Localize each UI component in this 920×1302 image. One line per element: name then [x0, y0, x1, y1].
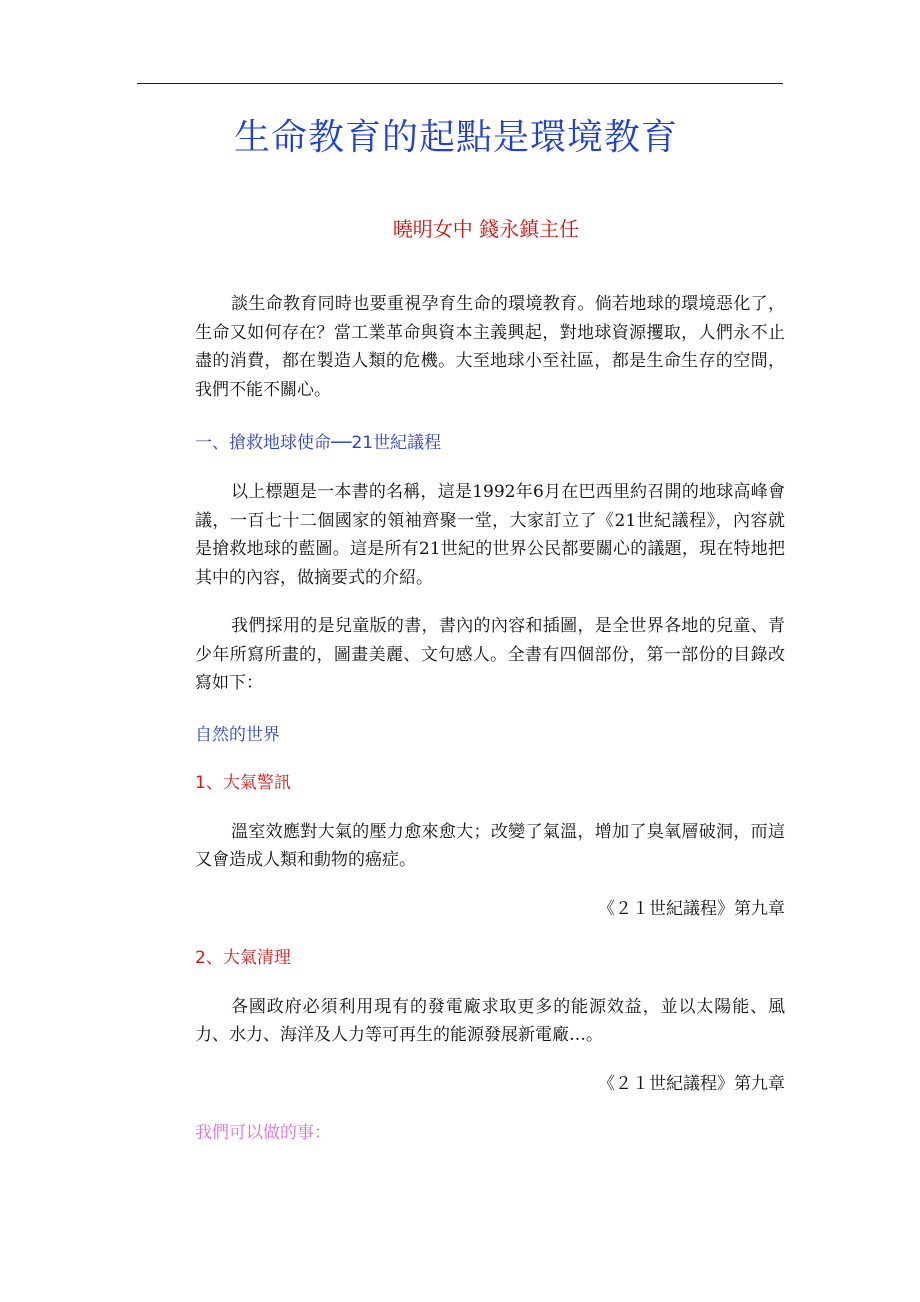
item-paragraph: 溫室效應對大氣的壓力愈來愈大；改變了氣溫，增加了臭氧層破洞，而這又會造成人類和動物的癌症。: [195, 821, 785, 870]
section-heading: 一、搶救地球使命──21世紀議程: [195, 433, 442, 453]
part-heading: 自然的世界: [195, 724, 280, 745]
document-body: [195, 290, 785, 1147]
section-paragraph: 我們採用的是兒童版的書，書內的內容和插圖，是全世界各地的兒童、青少年所寫所畫的，圖畫美麗、文句感人。全書有四個部份，第一部份的目錄改寫如下：: [195, 616, 785, 693]
citation: 《２１世紀議程》第九章: [598, 898, 785, 919]
actions-heading: 我們可以做的事：: [195, 1122, 331, 1143]
author-line: 曉明女中 錢永鎮主任: [392, 217, 580, 241]
item-paragraph: 各國政府必須利用現有的發電廠求取更多的能源效益，並以太陽能、風力、水力、海洋及人力等可再生的能源發展新電廠…。: [195, 996, 785, 1045]
intro-paragraph: 談生命教育同時也要重視孕育生命的環境教育。倘若地球的環境惡化了，生命又如何存在？當工業革命與資本主義興起，對地球資源攫取，人們永不止盡的消費，都在製造人類的危機。大至地球小至社區，都是生命生存的空間，我們不能不關心。: [195, 294, 785, 400]
section-paragraph: 以上標題是一本書的名稱，這是1992年6月在巴西里約召開的地球高峰會議，一百七十二個國家的領袖齊聚一堂，大家訂立了《21世紀議程》，內容就是搶救地球的藍圖。這是所有21世紀的世界公民都要關心的議題，現在特地把其中的內容，做摘要式的介紹。: [195, 482, 785, 588]
citation: 《２１世紀議程》第九章: [598, 1073, 785, 1094]
page-title: 生命教育的起點是環境教育: [233, 117, 678, 158]
item-heading: 2、大氣清理: [195, 947, 291, 968]
header-rule: [137, 83, 783, 84]
item-heading: 1、大氣警訊: [195, 772, 291, 793]
